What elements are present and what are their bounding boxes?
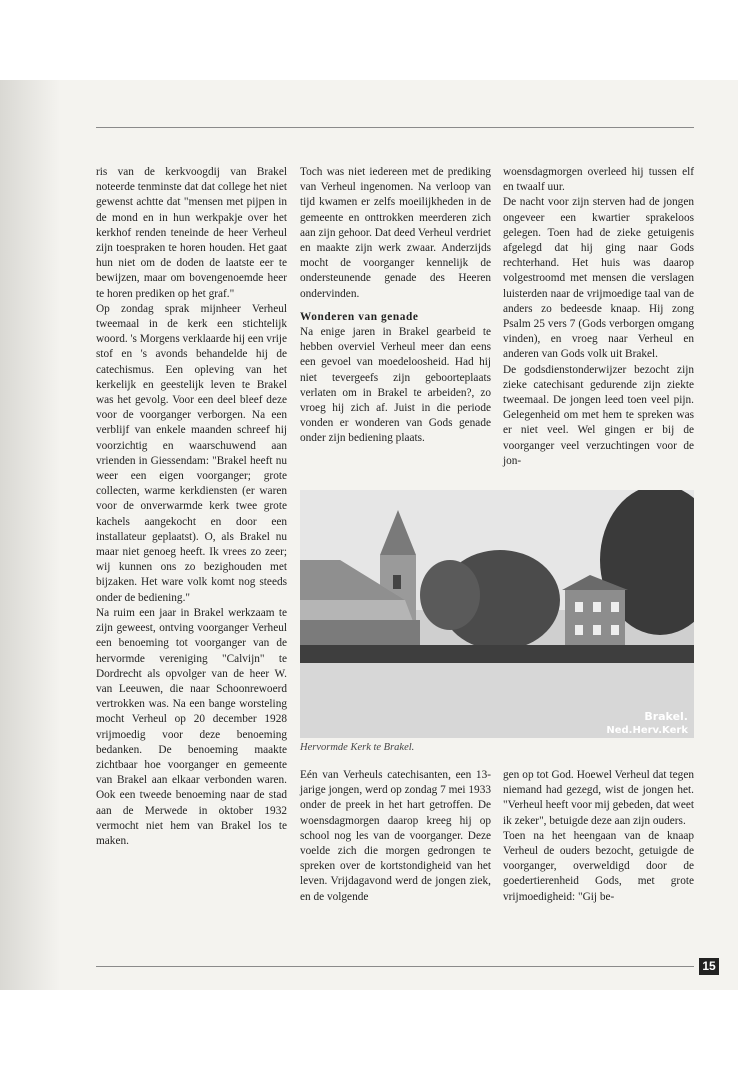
paragraph: De godsdienstonderwijzer bezocht zijn zieke catechisant gedurende zijn ziekte tweemaal. De jongen leed toen veel pijn. Gelegenheid om met hem te spreken was er niet veel. Wel gingen er bij de voorganger veel verzuchtingen voor de jon- [503, 363, 694, 467]
paragraph: ris van de kerkvoogdij van Brakel noteerde tenminste dat dat college het niet gewenst achtte dat "mensen met pijpen in de mond en in hun werkpakje over het kerkhof renden teneinde de heer Verheul zijn toespraken te horen houden. Het gaat hun niet om de doden de laatste eer te bewijzen, maar om bovengenoemde heer te horen prediken op het graf." [96, 166, 287, 300]
top-rule [96, 127, 694, 128]
paragraph: De nacht voor zijn sterven had de jongen ongeveer een kwartier sprakeloos gelegen. Toen had de zieke getuigenis afgelegd dat hij ging naar Gods rechterhand. Het huis was daarop volgestroomd met mensen die verslagen luisterden naar de vrijmoedige taal van de anders zo bedeesde knaap. Hij zong Psalm 25 vers 7 (Gods verborgen omgang vinden), en vroeg naar Verheul en anderen van Gods volk uit Brakel. [503, 196, 694, 361]
paragraph: Na ruim een jaar in Brakel werkzaam te zijn geweest, ontving voorganger Verheul een benoeming tot voorganger van de hervormde vereniging "Calvijn" te Dordrecht als opvolger van de heer W. van Leeuwen, die naar Schoonrewoerd vertrokken was. Na een bange worsteling mocht Verheul op 20 december 1928 vrijmoedig voor deze benoeming bedanken. De benoeming maakte zichtbaar hoe voorganger en gemeente van Brakel aan elkaar verbonden waren. Ook een tweede benoeming naar de stad aan de Merwede in oktober 1932 vermocht niet hem van Brakel los te maken. [96, 606, 287, 847]
photo-caption: Hervormde Kerk te Brakel. [300, 742, 415, 753]
paragraph: Op zondag sprak mijnheer Verheul tweemaal in de kerk een stichtelijk woord. 's Morgens verklaarde hij een vrije stof en 's avonds behandelde hij de catechismus. Een opleving van het kerkelijk en geestelijk leven te Brakel was het gevolg. Voor een deel bleef deze voor de voorganger verborgen. Na een verblijf van enkele maanden schreef hij voorzichtig en waarschuwend aan vrienden in Giessendam: "Brakel heeft nu weer een eigen voorganger; grote collecten, warme kerkdiensten (er waren voor de onverwarmde kerk twee grote kachels aangekocht en door een installateur geplaatst). O, als Brakel nu maar niet genoeg heeft. Ik vrees zo zeer; wij kunnen ons zo bezighouden met bijzaken. Het ware volk komt nog steeds onder de bediening." [96, 302, 287, 604]
section-heading: Wonderen van genade [300, 310, 419, 323]
paragraph: Eén van Verheuls catechisanten, een 13-jarige jongen, werd op zondag 7 mei 1933 onder de preek in het hart getroffen. De woensdagmorgen daarop kreeg hij op school nog les van de voorganger. Deze voelde zich die morgen gedrongen te spreken over de kortstondigheid van het leven. Vrijdagavond werd de jongen ziek, en de volgende [300, 769, 491, 903]
paragraph: Toch was niet iedereen met de prediking van Verheul ingenomen. Na verloop van tijd kwamen er zelfs moeilijkheden in de gemeente en onttrokken meerderen zich aan zijn gehoor. Dat deed Verheul verdriet en maakte zijn werk zwaar. Anderzijds mocht de voorganger kennelijk de ondersteunende genade des Heeren ondervinden. [300, 166, 491, 300]
column-1 [96, 165, 287, 849]
paragraph: woensdagmorgen overleed hij tussen elf en twaalf uur. [503, 166, 694, 194]
church-photo [300, 490, 694, 738]
photo-overlay-text: Brakel. [644, 710, 688, 723]
column-3 [503, 165, 694, 469]
column-2 [300, 165, 491, 447]
paragraph: Na enige jaren in Brakel gearbeid te hebben overviel Verheul meer dan eens een gevoel van moedeloosheid. Had hij niet tevergeefs zijn geboorteplaats verlaten om in Brakel te arbeiden?, zo vroeg hij zich af. Juist in die periode vonden er wonderen van Gods genade onder zijn bediening plaats. [300, 326, 491, 445]
column-2-bottom [300, 768, 491, 905]
photo-overlay-text: Ned.Herv.Kerk [606, 725, 688, 736]
column-3-bottom [503, 768, 694, 905]
paragraph: Toen na het heengaan van de knaap Verheul de ouders bezocht, getuigde de voorganger, overweldigd door de goedertierenheid Gods, met grote vrijmoedigheid: "Gij be- [503, 829, 694, 903]
page-spine-shadow [0, 80, 60, 990]
paragraph: gen op tot God. Hoewel Verheul dat tegen niemand had gezegd, wist de jongen het. "Verheul heeft voor mij gebeden, dat weet ik zeker", betuigde deze aan zijn ouders. [503, 769, 694, 827]
page-number: 15 [699, 958, 719, 975]
bottom-rule [96, 966, 694, 967]
